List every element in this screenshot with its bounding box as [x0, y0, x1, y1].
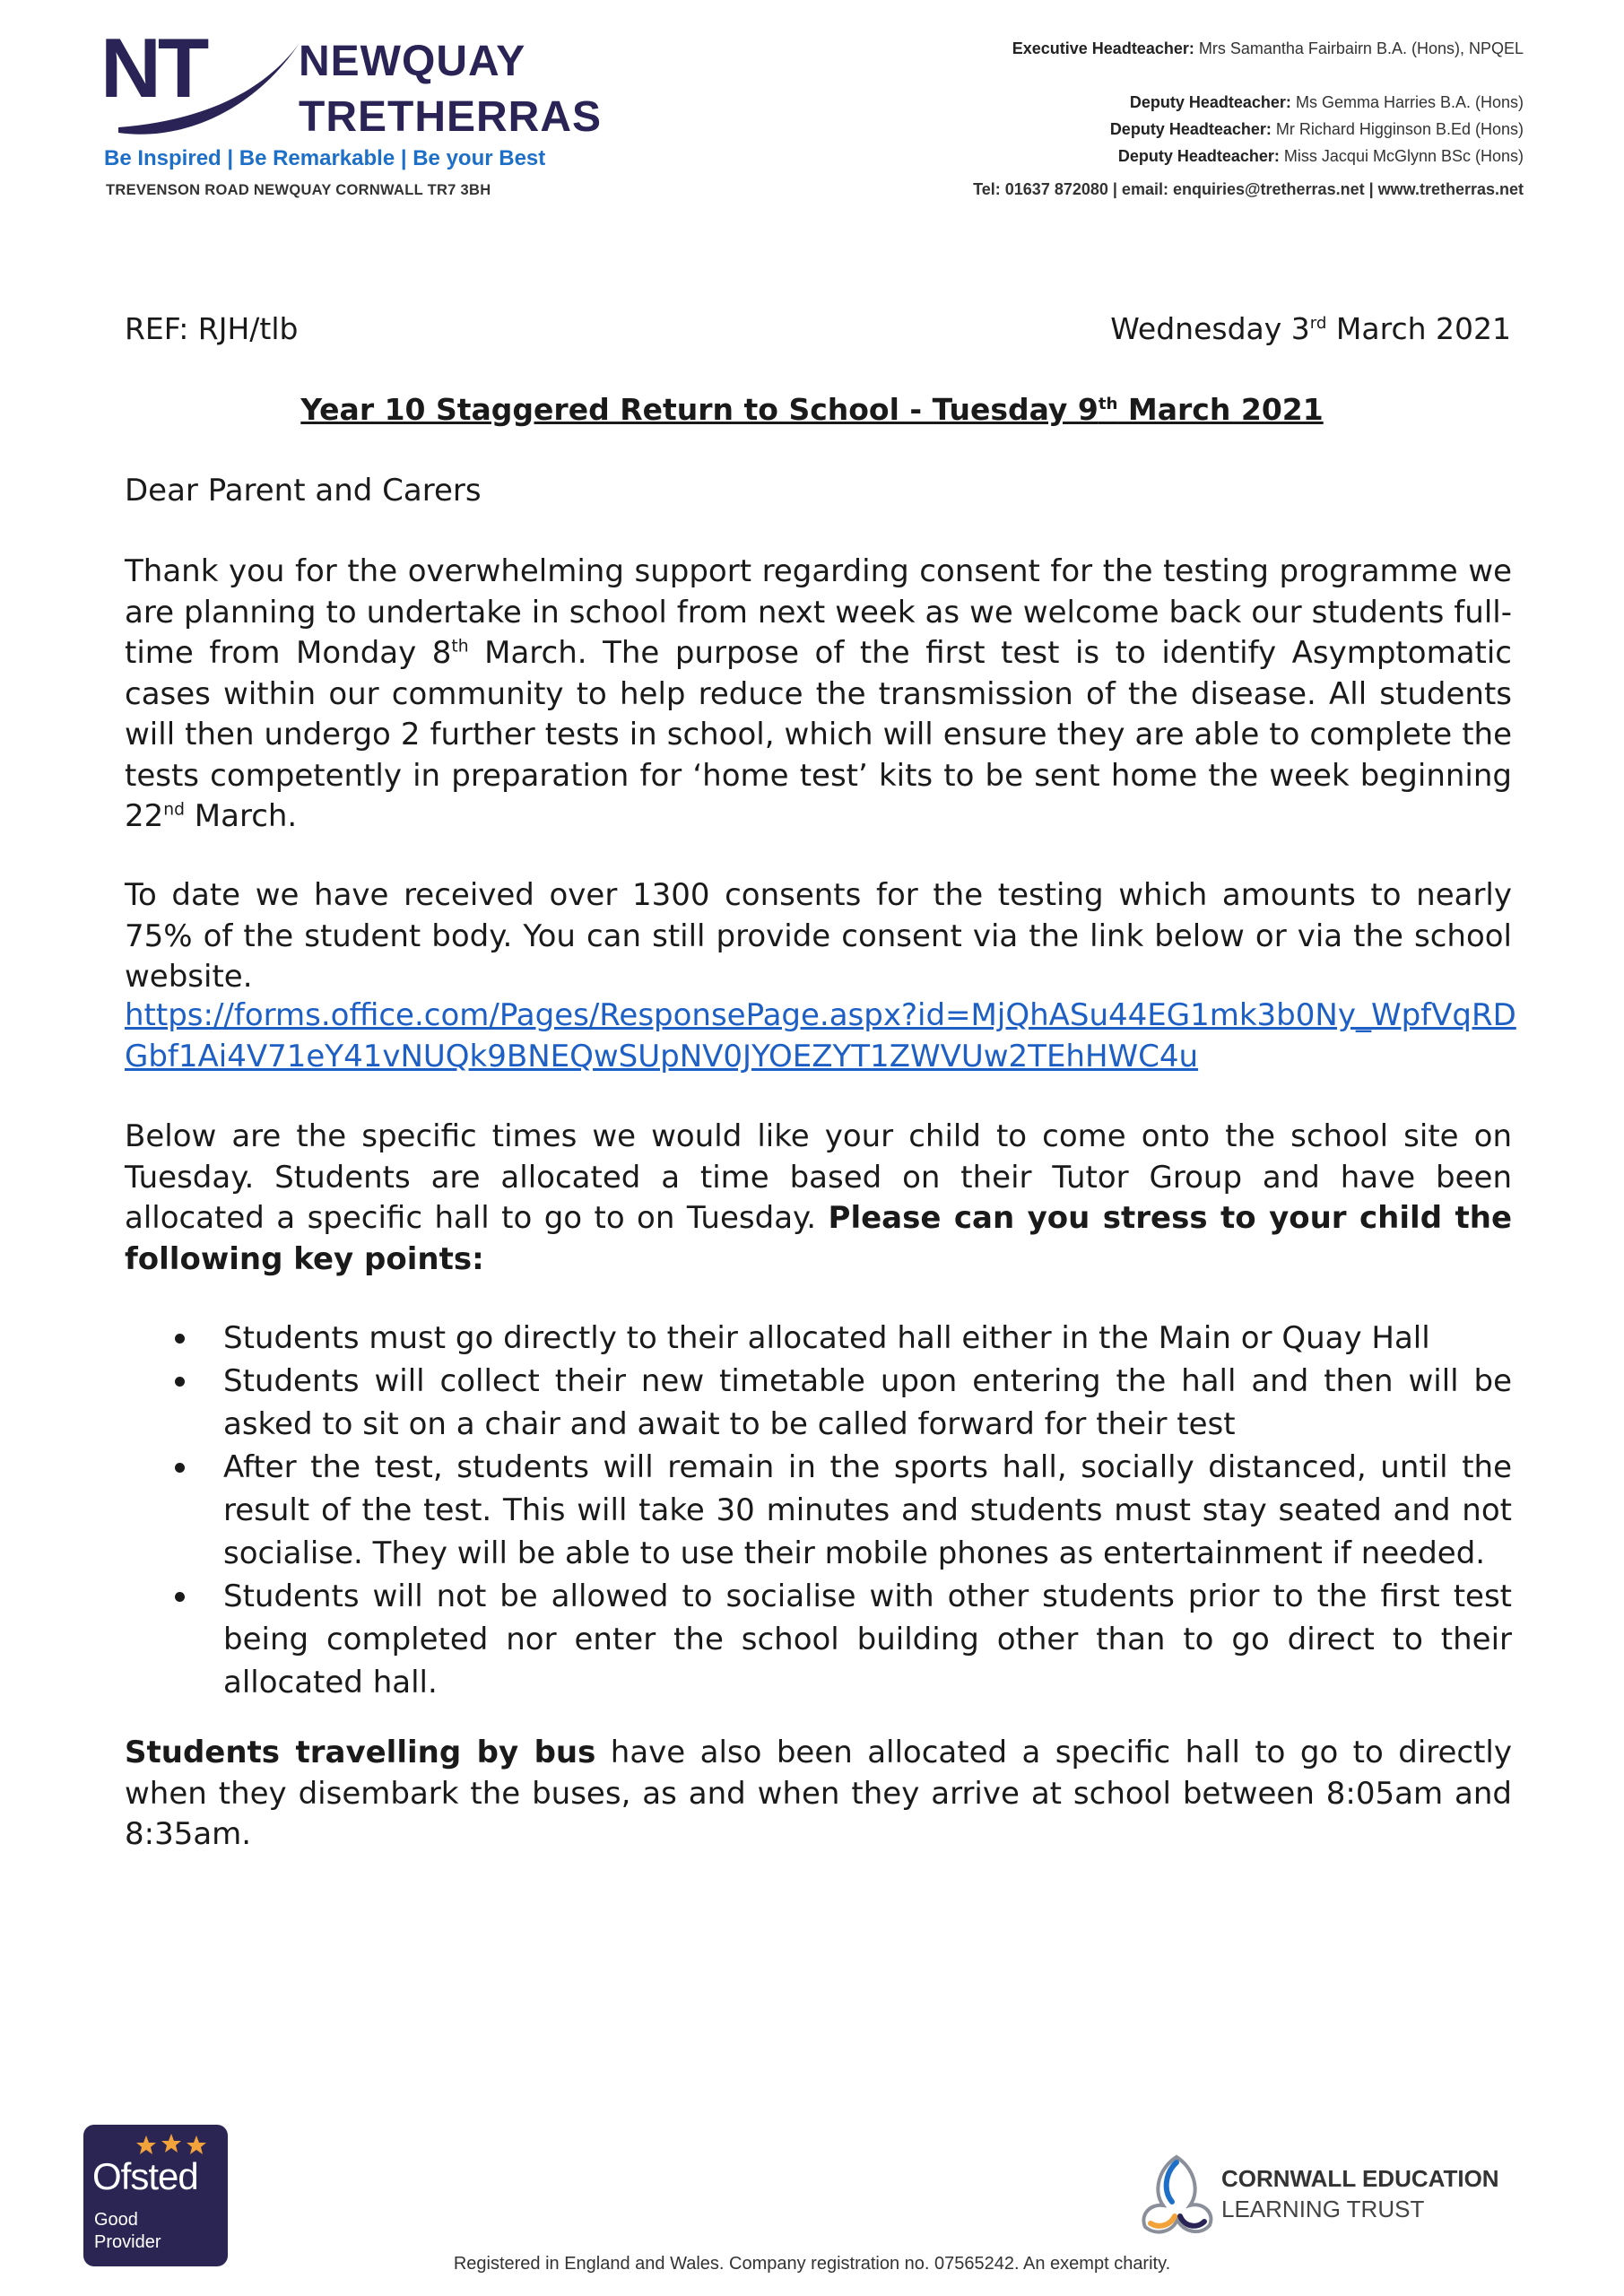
letter-title: [0, 392, 1624, 427]
paragraph-text: March. The purpose of the first test is to identify Asymptomatic cases within our community to help reduce the transmission of the disease. All students will then undergo 2 further tests in school, which will ensure they are able to complete the tests competently in preparation for ‘home test’ kits to be sent home the week beginning 22: [125, 635, 1512, 834]
school-name-line2: TRETHERRAS: [299, 93, 603, 141]
paragraph-testing-programme: [125, 552, 1512, 838]
staff-name: Miss Jacqui McGlynn BSc (Hons): [1283, 147, 1524, 165]
ordinal-suffix: nd: [163, 800, 185, 820]
ofsted-rating: Good: [94, 2210, 138, 2230]
logo-letters: NT: [100, 27, 206, 115]
date-text: Wednesday 3: [1110, 311, 1310, 346]
trust-logo-icon: [1133, 2150, 1220, 2241]
staff-name: Mr Richard Higginson B.Ed (Hons): [1275, 120, 1524, 138]
contact-details: Tel: 01637 872080 | email: enquiries@tretherras.net | www.tretherras.net: [973, 180, 1524, 198]
paragraph-bus-students: [125, 1733, 1512, 1856]
list-item-text: After the test, students will remain in the sports hall, socially distanced, until the result of the test. This will take 30 minutes and students must stay seated and not socialise. They will be able to use their mobile phones as entertainment if needed.: [223, 1449, 1512, 1571]
title-text: Year 10 Staggered Return to School - Tuesday 9: [300, 392, 1099, 427]
school-tagline: Be Inspired | Be Remarkable | Be your Best: [104, 146, 546, 170]
date-suffix: rd: [1309, 314, 1327, 333]
salutation: Dear Parent and Carers: [125, 473, 482, 509]
ofsted-wordmark: Ofsted: [92, 2155, 198, 2197]
ofsted-rating-label: Provider: [94, 2232, 161, 2252]
bus-students-heading: Students travelling by bus: [125, 1735, 596, 1770]
paragraph-consents: To date we have received over 1300 consents for the testing which amounts to nearly 75% of the student body. You can still provide consent via the link below or via the school website.: [125, 877, 1512, 995]
school-address: TREVENSON ROAD NEWQUAY CORNWALL TR7 3BH: [106, 182, 491, 198]
paragraph-text: Below are the specific times we would like your child to come onto the school site on Tuesday. Students are allocated a time based on their Tutor Group and have been allocated a specific hall to go to on Tuesday.: [125, 1118, 1512, 1236]
bullet-icon: [175, 1592, 185, 1602]
key-points-intro: Please can you stress to your child the following key points:: [125, 1200, 1512, 1277]
list-item-text: Students must go directly to their allocated hall either in the Main or Quay Hall: [223, 1320, 1430, 1356]
staff-line-deputy-3: [1118, 147, 1524, 166]
list-item: [166, 1360, 1512, 1446]
registration-notice: Registered in England and Wales. Company registration no. 07565242. An exempt charity.: [453, 2254, 1171, 2274]
paragraph-text: March.: [184, 798, 298, 834]
school-logo-icon: [100, 27, 307, 144]
ordinal-suffix: th: [451, 637, 469, 657]
list-item-text: Students will collect their new timetable upon entering the hall and then will be asked to sit on a chair and await to be called forward for their test: [223, 1363, 1512, 1442]
paragraph-text: Thank you for the overwhelming support regarding consent for the testing programme we are planning to undertake in school from next week as we welcome back our students full-time from Monday 8: [125, 553, 1512, 671]
staff-line-deputy-1: [1130, 93, 1524, 112]
staff-line-deputy-2: [1110, 120, 1524, 139]
date-text-rest: March 2021: [1326, 311, 1511, 346]
bullet-icon: [175, 1334, 185, 1344]
bullet-icon: [175, 1377, 185, 1387]
list-item: [166, 1575, 1512, 1704]
trust-name-line1: CORNWALL EDUCATION: [1221, 2165, 1499, 2192]
letter-reference: REF: RJH/tlb: [125, 311, 299, 346]
staff-name: Mrs Samantha Fairbairn B.A. (Hons), NPQEL: [1198, 39, 1524, 57]
key-points-list: [166, 1317, 1512, 1704]
letter-date: [1110, 311, 1511, 346]
staff-role: Executive Headteacher:: [1012, 39, 1194, 57]
paragraph-arrival-times: [125, 1117, 1512, 1280]
title-text-rest: March 2021: [1117, 392, 1324, 427]
consent-form-link[interactable]: https://forms.office.com/Pages/ResponsePage.aspx?id=MjQhASu44EG1mk3b0Ny_WpfVqRDGbf1Ai4V71eY41vNUQk9BNEQwSUpNV0JYOEZYT1ZWVUw2TEhHWC4u: [125, 997, 1516, 1074]
staff-line-executive: [1012, 39, 1524, 58]
list-item: [166, 1317, 1512, 1360]
school-name-line1: NEWQUAY: [299, 38, 526, 85]
ofsted-badge: [83, 2125, 228, 2266]
staff-role: Deputy Headteacher:: [1129, 93, 1291, 111]
paragraph-text: have also been allocated a specific hall to go to directly when they disembark the buses, as and when they arrive at school between 8:05am and 8:35am.: [125, 1735, 1513, 1852]
staff-role: Deputy Headteacher:: [1117, 147, 1280, 165]
title-suffix: th: [1098, 395, 1118, 413]
trust-name-line2: LEARNING TRUST: [1221, 2196, 1425, 2222]
staff-role: Deputy Headteacher:: [1109, 120, 1272, 138]
bullet-icon: [175, 1463, 185, 1473]
list-item: [166, 1446, 1512, 1575]
list-item-text: Students will not be allowed to socialise with other students prior to the first test being completed nor enter the school building other than to go direct to their allocated hall.: [223, 1578, 1512, 1700]
staff-name: Ms Gemma Harries B.A. (Hons): [1295, 93, 1524, 111]
